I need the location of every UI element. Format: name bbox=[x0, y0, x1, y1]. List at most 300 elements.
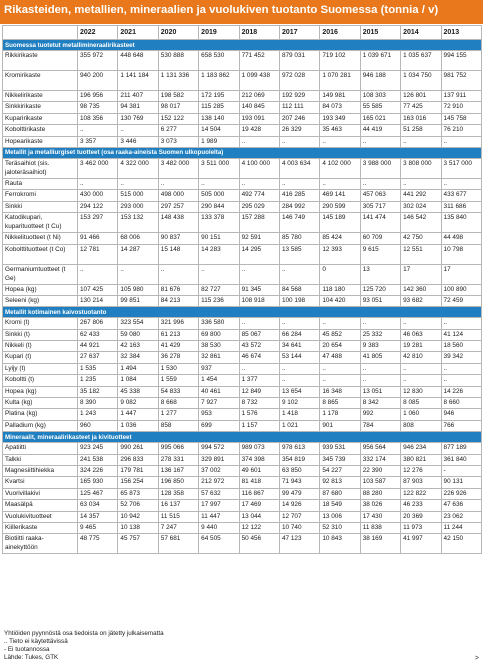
table-cell: 192 929 bbox=[279, 91, 319, 102]
table-cell: 63 850 bbox=[279, 465, 319, 476]
table-cell: .. bbox=[401, 318, 441, 329]
table-cell: 115 236 bbox=[199, 295, 239, 306]
table-cell: 808 bbox=[401, 420, 441, 431]
table-row bbox=[3, 409, 482, 420]
table-cell: 45 338 bbox=[118, 386, 158, 397]
table-cell: 13 006 bbox=[320, 511, 360, 522]
table-cell: 994 572 bbox=[199, 443, 239, 454]
table-cell: 3 462 000 bbox=[78, 158, 118, 178]
table-cell: 4 102 000 bbox=[320, 158, 360, 178]
table-row bbox=[3, 190, 482, 201]
row-label: Hopea (kg) bbox=[3, 386, 78, 397]
table-cell: 90 151 bbox=[199, 233, 239, 244]
table-cell: 142 360 bbox=[401, 284, 441, 295]
table-cell: 4 322 000 bbox=[118, 158, 158, 178]
table-cell: 946 bbox=[441, 409, 481, 420]
table-cell: 14 504 bbox=[199, 125, 239, 136]
table-cell: 981 752 bbox=[441, 71, 481, 91]
row-label: Sinkki bbox=[3, 201, 78, 212]
table-cell: 46 233 bbox=[401, 500, 441, 511]
table-cell: 12 276 bbox=[401, 465, 441, 476]
table-cell: 91 345 bbox=[239, 284, 279, 295]
table-cell: 13 654 bbox=[279, 386, 319, 397]
table-row bbox=[3, 295, 482, 306]
table-cell: .. bbox=[279, 375, 319, 386]
table-cell: .. bbox=[158, 178, 198, 189]
table-cell: .. bbox=[78, 178, 118, 189]
table-cell: 19 428 bbox=[239, 125, 279, 136]
table-cell: 16 137 bbox=[158, 500, 198, 511]
row-label: Talkki bbox=[3, 454, 78, 465]
table-cell: 35 463 bbox=[320, 125, 360, 136]
table-cell: 1 060 bbox=[401, 409, 441, 420]
table-cell: 92 591 bbox=[239, 233, 279, 244]
table-cell: .. bbox=[360, 178, 400, 189]
table-cell: 47 123 bbox=[279, 534, 319, 554]
table-cell: 3 446 bbox=[118, 136, 158, 147]
row-label: Ferrokromi bbox=[3, 190, 78, 201]
table-cell: .. bbox=[441, 318, 481, 329]
table-row bbox=[3, 136, 482, 147]
year-header: 2014 bbox=[401, 26, 441, 40]
row-label: Palladium (kg) bbox=[3, 420, 78, 431]
table-cell: 212 972 bbox=[199, 477, 239, 488]
table-cell: 1 036 bbox=[118, 420, 158, 431]
row-label: Kulta (kg) bbox=[3, 398, 78, 409]
section-title: Metallit kotimainen kaivostuotanto bbox=[3, 307, 482, 318]
row-label: Biotiitti raaka-ainekyttöön bbox=[3, 534, 78, 554]
table-cell: 92 813 bbox=[320, 477, 360, 488]
table-cell: 126 801 bbox=[401, 91, 441, 102]
row-label: Teräsaihiot (sis. jaloteräsaihiot) bbox=[3, 158, 78, 178]
table-cell: 8 668 bbox=[158, 398, 198, 409]
table-cell: 17 997 bbox=[199, 500, 239, 511]
table-cell: 293 000 bbox=[118, 201, 158, 212]
table-cell: 108 303 bbox=[360, 91, 400, 102]
table-cell: 311 686 bbox=[441, 201, 481, 212]
table-cell: 9 383 bbox=[360, 341, 400, 352]
table-cell: 989 073 bbox=[239, 443, 279, 454]
table-cell: 100 890 bbox=[441, 284, 481, 295]
year-header: 2020 bbox=[158, 26, 198, 40]
table-cell: 332 174 bbox=[360, 454, 400, 465]
table-cell: 10 843 bbox=[320, 534, 360, 554]
table-cell: 1 235 bbox=[78, 375, 118, 386]
table-cell: 1 141 184 bbox=[118, 71, 158, 91]
table-cell: 165 021 bbox=[360, 113, 400, 124]
footnote-not-in-production: - Ei tuotannossa bbox=[4, 646, 50, 653]
table-cell: 32 384 bbox=[118, 352, 158, 363]
table-cell: 45 852 bbox=[320, 329, 360, 340]
next-page-marker: > bbox=[474, 655, 479, 662]
table-cell: .. bbox=[158, 264, 198, 284]
table-cell: 115 285 bbox=[199, 102, 239, 113]
table-cell: 93 682 bbox=[401, 295, 441, 306]
table-cell: 1 418 bbox=[279, 409, 319, 420]
table-cell: 48 775 bbox=[78, 534, 118, 554]
row-label: Platina (kg) bbox=[3, 409, 78, 420]
table-cell: 658 530 bbox=[199, 51, 239, 71]
table-cell: 953 bbox=[199, 409, 239, 420]
table-cell: 992 bbox=[360, 409, 400, 420]
table-cell: 130 214 bbox=[78, 295, 118, 306]
table-cell: 14 357 bbox=[78, 511, 118, 522]
year-header: 2021 bbox=[118, 26, 158, 40]
table-cell: 145 758 bbox=[441, 113, 481, 124]
year-header: 2019 bbox=[199, 26, 239, 40]
table-row bbox=[3, 522, 482, 533]
table-cell: 226 926 bbox=[441, 488, 481, 499]
table-cell: 3 482 000 bbox=[158, 158, 198, 178]
table-cell: 946 188 bbox=[360, 71, 400, 91]
table-cell: 877 189 bbox=[441, 443, 481, 454]
row-label: Nikkelituotteet (t Ni) bbox=[3, 233, 78, 244]
table-cell: 719 102 bbox=[320, 51, 360, 71]
table-cell: 82 727 bbox=[199, 284, 239, 295]
table-cell: 85 780 bbox=[279, 233, 319, 244]
table-cell: 380 821 bbox=[401, 454, 441, 465]
table-cell: 457 063 bbox=[360, 190, 400, 201]
table-cell: .. bbox=[118, 178, 158, 189]
row-label: Kobolttituotteet (t Co) bbox=[3, 244, 78, 264]
table-cell: 354 819 bbox=[279, 454, 319, 465]
table-cell: .. bbox=[78, 125, 118, 136]
table-cell: 87 903 bbox=[401, 477, 441, 488]
footnote-source: Lähde: Tukes, GTK bbox=[4, 654, 59, 661]
production-table bbox=[2, 25, 482, 554]
table-cell: .. bbox=[360, 363, 400, 374]
table-row bbox=[3, 178, 482, 189]
year-header: 2013 bbox=[441, 26, 481, 40]
table-cell: 19 281 bbox=[401, 341, 441, 352]
table-cell: 11 973 bbox=[401, 522, 441, 533]
table-cell: 14 287 bbox=[118, 244, 158, 264]
table-cell: 1 447 bbox=[118, 409, 158, 420]
table-cell: 8 660 bbox=[441, 398, 481, 409]
table-cell: 22 390 bbox=[360, 465, 400, 476]
row-label: Magnesiittihiekka bbox=[3, 465, 78, 476]
table-cell: 99 479 bbox=[279, 488, 319, 499]
table-cell: 57 632 bbox=[199, 488, 239, 499]
table-cell: 858 bbox=[158, 420, 198, 431]
table-row bbox=[3, 329, 482, 340]
row-label: Katodikupari, kuparituotteet (t Cu) bbox=[3, 213, 78, 233]
table-cell: 105 980 bbox=[118, 284, 158, 295]
table-cell: .. bbox=[279, 136, 319, 147]
table-cell: 10 138 bbox=[118, 522, 158, 533]
table-cell: 6 277 bbox=[158, 125, 198, 136]
table-cell: 1 377 bbox=[239, 375, 279, 386]
table-cell: 98 735 bbox=[78, 102, 118, 113]
table-cell: 3 357 bbox=[78, 136, 118, 147]
table-cell: 116 867 bbox=[239, 488, 279, 499]
table-cell: 39 342 bbox=[441, 352, 481, 363]
table-cell: 20 654 bbox=[320, 341, 360, 352]
table-cell: 146 749 bbox=[279, 213, 319, 233]
table-cell: 128 358 bbox=[158, 488, 198, 499]
table-cell: 141 474 bbox=[360, 213, 400, 233]
year-header: 2018 bbox=[239, 26, 279, 40]
section-title: Metallit ja metalliurgiset tuotteet (osa raaka-aineista Suomen ulkopuolelta) bbox=[3, 147, 482, 158]
table-row bbox=[3, 465, 482, 476]
table-row bbox=[3, 477, 482, 488]
year-header: 2017 bbox=[279, 26, 319, 40]
table-cell: 211 407 bbox=[118, 91, 158, 102]
table-cell: 1 084 bbox=[118, 375, 158, 386]
table-cell: 38 026 bbox=[360, 500, 400, 511]
table-cell: 140 845 bbox=[239, 102, 279, 113]
table-cell: 469 141 bbox=[320, 190, 360, 201]
table-cell: 8 390 bbox=[78, 398, 118, 409]
table-row bbox=[3, 500, 482, 511]
table-cell: 59 080 bbox=[118, 329, 158, 340]
table-cell: 956 564 bbox=[360, 443, 400, 454]
table-cell: 4 100 000 bbox=[239, 158, 279, 178]
table-cell: 125 467 bbox=[78, 488, 118, 499]
row-label: Kobolttirikaste bbox=[3, 125, 78, 136]
table-cell: 62 433 bbox=[78, 329, 118, 340]
table-cell: 65 873 bbox=[118, 488, 158, 499]
table-cell: 32 861 bbox=[199, 352, 239, 363]
table-cell: 42 163 bbox=[118, 341, 158, 352]
table-cell: 40 461 bbox=[199, 386, 239, 397]
table-cell: .. bbox=[441, 363, 481, 374]
row-label: Kupari (t) bbox=[3, 352, 78, 363]
table-row bbox=[3, 91, 482, 102]
table-row bbox=[3, 51, 482, 71]
table-cell: 149 981 bbox=[320, 91, 360, 102]
table-row bbox=[3, 213, 482, 233]
table-cell: 85 067 bbox=[239, 329, 279, 340]
row-label: Kvartsi bbox=[3, 477, 78, 488]
table-cell: 329 891 bbox=[199, 454, 239, 465]
table-cell: .. bbox=[199, 264, 239, 284]
table-row bbox=[3, 454, 482, 465]
table-cell: .. bbox=[239, 178, 279, 189]
table-cell: 55 585 bbox=[360, 102, 400, 113]
table-cell: 13 044 bbox=[239, 511, 279, 522]
table-cell: 68 006 bbox=[118, 233, 158, 244]
table-cell: 784 bbox=[360, 420, 400, 431]
section-header-row bbox=[3, 147, 482, 158]
table-cell: 60 709 bbox=[360, 233, 400, 244]
section-header-row bbox=[3, 432, 482, 443]
table-cell: .. bbox=[320, 318, 360, 329]
table-cell: 515 000 bbox=[118, 190, 158, 201]
table-cell: .. bbox=[401, 375, 441, 386]
row-label: Kromirikaste bbox=[3, 71, 78, 91]
table-cell: 52 310 bbox=[320, 522, 360, 533]
table-cell: 416 285 bbox=[279, 190, 319, 201]
row-label: Nikkeli (t) bbox=[3, 341, 78, 352]
row-label: Vuolukivituotteet bbox=[3, 511, 78, 522]
table-cell: .. bbox=[78, 264, 118, 284]
table-row bbox=[3, 488, 482, 499]
table-cell: 146 542 bbox=[401, 213, 441, 233]
table-cell: 11 447 bbox=[199, 511, 239, 522]
table-cell: 212 069 bbox=[239, 91, 279, 102]
table-cell: 12 393 bbox=[320, 244, 360, 264]
section-header-row bbox=[3, 40, 482, 51]
table-cell: 98 017 bbox=[158, 102, 198, 113]
table-cell: 1 099 438 bbox=[239, 71, 279, 91]
table-cell: 13 051 bbox=[360, 386, 400, 397]
table-cell: 17 bbox=[441, 264, 481, 284]
table-cell: 41 429 bbox=[158, 341, 198, 352]
table-cell: 23 062 bbox=[441, 511, 481, 522]
table-cell: 1 178 bbox=[320, 409, 360, 420]
table-cell: 72 910 bbox=[441, 102, 481, 113]
row-label: Hopearikaste bbox=[3, 136, 78, 147]
table-cell: 9 082 bbox=[118, 398, 158, 409]
table-cell: 7 927 bbox=[199, 398, 239, 409]
table-cell: 241 538 bbox=[78, 454, 118, 465]
table-cell: 11 244 bbox=[441, 522, 481, 533]
table-row bbox=[3, 318, 482, 329]
table-cell: 46 674 bbox=[239, 352, 279, 363]
table-cell: 18 549 bbox=[320, 500, 360, 511]
table-cell: .. bbox=[279, 178, 319, 189]
table-cell: 85 424 bbox=[320, 233, 360, 244]
table-cell: 104 420 bbox=[320, 295, 360, 306]
table-cell: 12 551 bbox=[401, 244, 441, 264]
table-cell: 1 131 336 bbox=[158, 71, 198, 91]
table-cell: 63 034 bbox=[78, 500, 118, 511]
table-cell: 324 226 bbox=[78, 465, 118, 476]
table-cell: .. bbox=[279, 264, 319, 284]
footnotes bbox=[4, 630, 474, 662]
table-cell: 165 930 bbox=[78, 477, 118, 488]
table-cell: 38 530 bbox=[199, 341, 239, 352]
table-cell: 990 261 bbox=[118, 443, 158, 454]
table-cell: 42 810 bbox=[401, 352, 441, 363]
table-cell: 11 838 bbox=[360, 522, 400, 533]
table-cell: 34 641 bbox=[279, 341, 319, 352]
table-cell: 44 921 bbox=[78, 341, 118, 352]
row-label: Sinkkirikaste bbox=[3, 102, 78, 113]
table-cell: 13 bbox=[360, 264, 400, 284]
table-cell: 0 bbox=[320, 264, 360, 284]
table-row bbox=[3, 158, 482, 178]
table-cell: 69 800 bbox=[199, 329, 239, 340]
table-cell: 93 051 bbox=[360, 295, 400, 306]
table-row bbox=[3, 102, 482, 113]
section-header-row bbox=[3, 307, 482, 318]
table-cell: 52 706 bbox=[118, 500, 158, 511]
table-cell: 152 122 bbox=[158, 113, 198, 124]
table-cell: 12 830 bbox=[401, 386, 441, 397]
table-cell: 1 243 bbox=[78, 409, 118, 420]
table-cell: 3 808 000 bbox=[401, 158, 441, 178]
table-cell: 47 636 bbox=[441, 500, 481, 511]
table-cell: 46 063 bbox=[401, 329, 441, 340]
table-cell: 972 028 bbox=[279, 71, 319, 91]
table-cell: 9 440 bbox=[199, 522, 239, 533]
table-cell: 41 124 bbox=[441, 329, 481, 340]
table-cell: 17 430 bbox=[360, 511, 400, 522]
table-cell: 8 342 bbox=[360, 398, 400, 409]
table-cell: 54 227 bbox=[320, 465, 360, 476]
table-cell: 290 599 bbox=[320, 201, 360, 212]
table-cell: 923 245 bbox=[78, 443, 118, 454]
table-row bbox=[3, 363, 482, 374]
table-cell: 47 488 bbox=[320, 352, 360, 363]
table-cell: 295 029 bbox=[239, 201, 279, 212]
table-cell: 84 568 bbox=[279, 284, 319, 295]
year-header-row bbox=[3, 26, 482, 40]
table-cell: 505 000 bbox=[199, 190, 239, 201]
table-cell: .. bbox=[320, 363, 360, 374]
table-cell: 3 073 bbox=[158, 136, 198, 147]
table-cell: 196 850 bbox=[158, 477, 198, 488]
section-title: Mineraalit, mineraalirikasteet ja kivituotteet bbox=[3, 432, 482, 443]
table-cell: 1 989 bbox=[199, 136, 239, 147]
row-label: Apatiitti bbox=[3, 443, 78, 454]
table-cell: 9 615 bbox=[360, 244, 400, 264]
table-cell: 4 003 634 bbox=[279, 158, 319, 178]
table-cell: 90 131 bbox=[441, 477, 481, 488]
table-cell: 9 465 bbox=[78, 522, 118, 533]
table-row bbox=[3, 233, 482, 244]
table-cell: 994 155 bbox=[441, 51, 481, 71]
table-cell: 135 840 bbox=[441, 213, 481, 233]
table-cell: 90 837 bbox=[158, 233, 198, 244]
footnote-not-available: .. Tieto ei käytettävissä bbox=[4, 638, 68, 645]
table-cell: 284 992 bbox=[279, 201, 319, 212]
table-cell: 17 469 bbox=[239, 500, 279, 511]
table-cell: 305 717 bbox=[360, 201, 400, 212]
table-cell: 87 680 bbox=[320, 488, 360, 499]
table-cell: 297 257 bbox=[158, 201, 198, 212]
table-cell: 939 531 bbox=[320, 443, 360, 454]
table-cell: .. bbox=[320, 136, 360, 147]
table-cell: 26 329 bbox=[279, 125, 319, 136]
table-cell: 374 398 bbox=[239, 454, 279, 465]
row-label: Kiillerikaste bbox=[3, 522, 78, 533]
table-cell: 100 198 bbox=[279, 295, 319, 306]
table-cell: 94 381 bbox=[118, 102, 158, 113]
table-cell: 995 066 bbox=[158, 443, 198, 454]
table-row bbox=[3, 244, 482, 264]
table-row bbox=[3, 352, 482, 363]
table-cell: .. bbox=[401, 363, 441, 374]
table-cell: 107 425 bbox=[78, 284, 118, 295]
table-row bbox=[3, 264, 482, 284]
table-cell: 41 997 bbox=[401, 534, 441, 554]
table-cell: 99 851 bbox=[118, 295, 158, 306]
table-cell: 81 418 bbox=[239, 477, 279, 488]
table-cell: 207 246 bbox=[279, 113, 319, 124]
table-cell: 12 849 bbox=[239, 386, 279, 397]
table-cell: 18 560 bbox=[441, 341, 481, 352]
table-cell: 49 601 bbox=[239, 465, 279, 476]
page-title: Rikasteiden, metallien, mineraalien ja vuolukiven tuotanto Suomessa (tonnia / v) bbox=[0, 0, 483, 24]
table-cell: 122 822 bbox=[401, 488, 441, 499]
row-label: Vuorivillakivi bbox=[3, 488, 78, 499]
table-cell: 13 585 bbox=[279, 244, 319, 264]
table-cell: .. bbox=[239, 363, 279, 374]
table-cell: 278 331 bbox=[158, 454, 198, 465]
table-cell: 1 576 bbox=[239, 409, 279, 420]
table-cell: 355 972 bbox=[78, 51, 118, 71]
table-cell: 1 035 637 bbox=[401, 51, 441, 71]
year-header: 2015 bbox=[360, 26, 400, 40]
table-cell: 136 167 bbox=[158, 465, 198, 476]
row-label: Kromi (t) bbox=[3, 318, 78, 329]
table-cell: 137 911 bbox=[441, 91, 481, 102]
table-cell: 937 bbox=[199, 363, 239, 374]
table-cell: 1 277 bbox=[158, 409, 198, 420]
